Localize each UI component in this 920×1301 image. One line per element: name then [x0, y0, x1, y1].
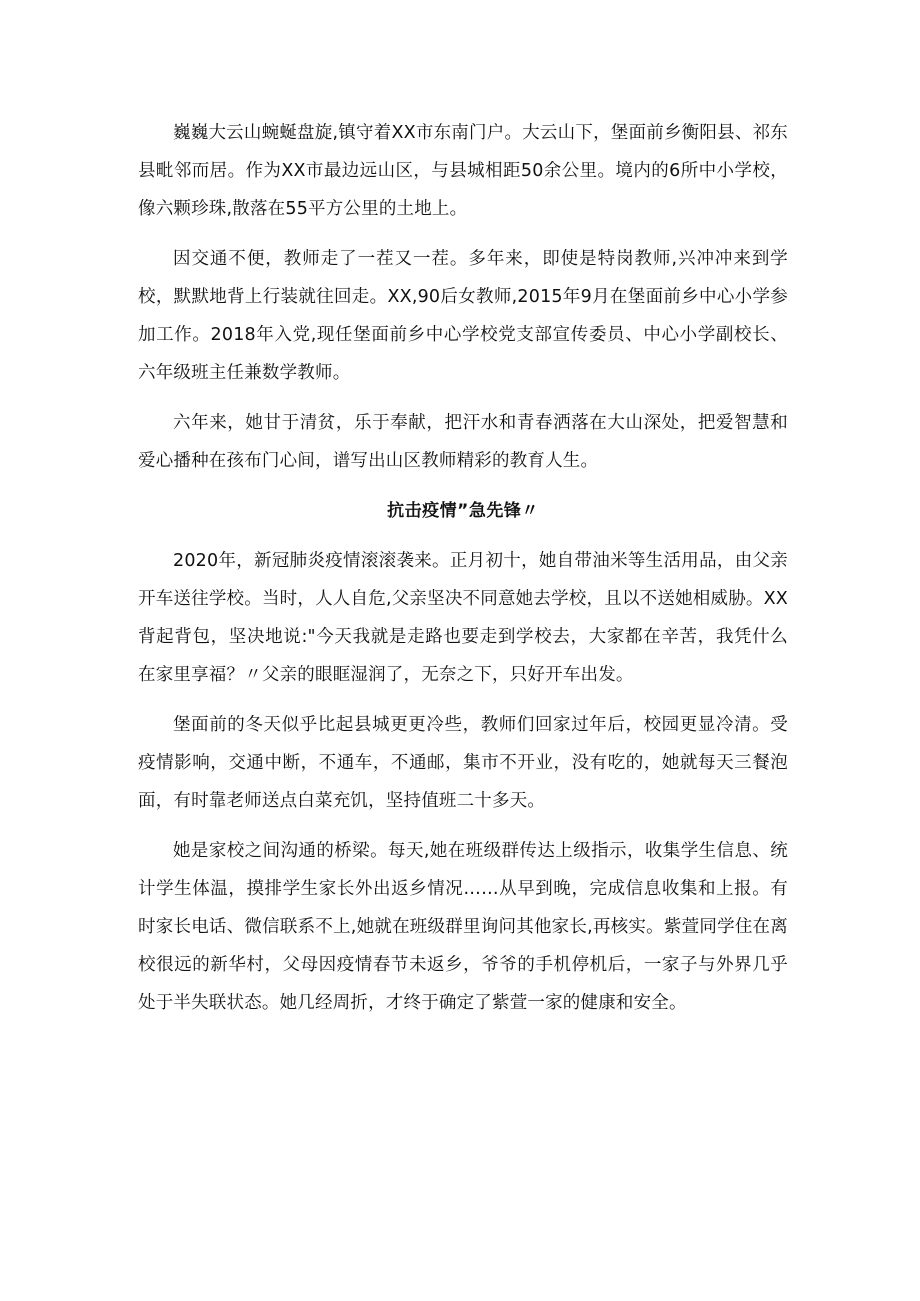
paragraph-intro-3: 六年来，她甘于清贫，乐于奉献，把汗水和青春洒落在大山深处，把爱智慧和爱心播种在孩布门心间，谱写出山区教师精彩的教育人生。 [138, 413, 788, 471]
paragraph-intro-2: 因交通不便，教师走了一茬又一茬。多年来，即使是特岗教师,兴冲冲来到学校，默默地背上行装就往回走。XX,90后女教师,2015年9月在堡面前乡中心小学参加工作。2018年入党,现任堡面前乡中心学校党支部宣传委员、中心小学副校长、六年级班主任兼数学教师。 [138, 249, 788, 383]
paragraph-spacer [138, 480, 788, 492]
paragraph-spacer [138, 228, 788, 240]
paragraph-spacer [138, 820, 788, 832]
document-body [138, 114, 788, 1022]
paragraph-section-1: 2020年，新冠肺炎疫情滚滚袭来。正月初十，她自带油米等生活用品，由父亲开车送往学校。当时，人人自危,父亲坚决不同意她去学校，且以不送她相威胁。XX背起背包，坚决地说:"今天我就是走路也要走到学校去，大家都在辛苦，我凭什么在家里享福？〃父亲的眼眶湿润了，无奈之下，只好开车出发。 [138, 551, 788, 685]
paragraph-spacer [138, 694, 788, 706]
paragraph-spacer [138, 392, 788, 404]
section-heading: 抗击疫情”急先锋〃 [387, 501, 539, 521]
paragraph-intro-1: 巍巍大云山蜿蜒盘旋,镇守着XX市东南门户。大云山下，堡面前乡衡阳县、祁东县毗邻而居。作为XX市最边远山区，与县城相距50余公里。境内的6所中小学校，像六颗珍珠,散落在55平方公里的土地上。 [138, 123, 788, 219]
paragraph-section-3: 她是家校之间沟通的桥梁。每天,她在班级群传达上级指示，收集学生信息、统计学生体温，摸排学生家长外出返乡情况……从早到晚，完成信息收集和上报。有时家长电话、微信联系不上,她就在班级群里询问其他家长,再核实。紫萱同学住在离校很远的新华村，父母因疫情春节未返乡，爷爷的手机停机后，一家子与外界几乎处于半失联状态。她几经周折，才终于确定了紫萱一家的健康和安全。 [138, 841, 788, 1013]
paragraph-section-2: 堡面前的冬天似乎比起县城更更冷些，教师们回家过年后，校园更显冷清。受疫情影响，交通中断，不通车，不通邮，集市不开业，没有吃的，她就每天三餐泡面，有时靠老师送点白菜充饥，坚持值班二十多天。 [138, 715, 788, 811]
paragraph-spacer [138, 530, 788, 542]
